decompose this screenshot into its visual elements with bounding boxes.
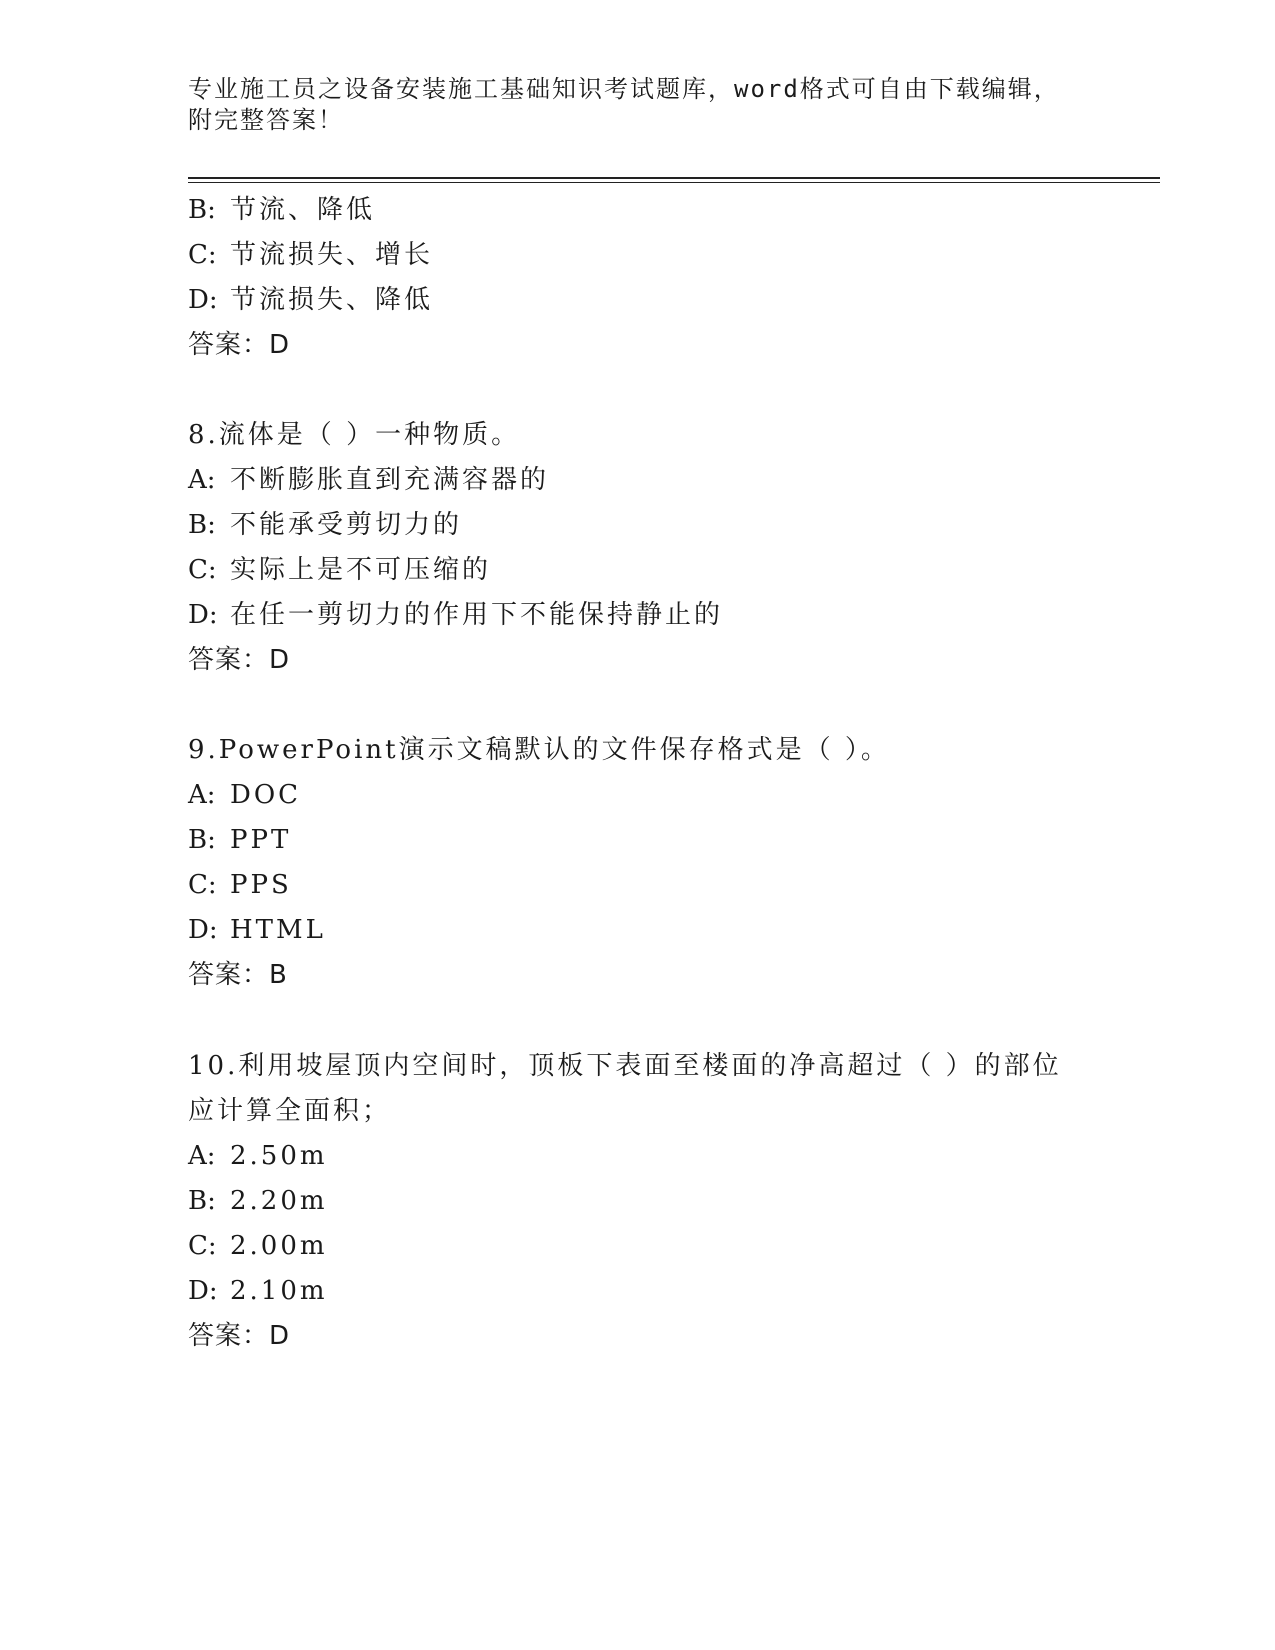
- option-label: A:: [188, 465, 216, 495]
- option-b: [188, 823, 291, 857]
- question-9: 9.PowerPoint演示文稿默认的文件保存格式是（ ）。: [188, 735, 890, 765]
- option-c: [188, 1229, 328, 1263]
- option-text: 2.50m: [230, 1141, 328, 1171]
- option-text: 节流、降低: [230, 195, 376, 225]
- answer-line: 答案：D: [188, 1321, 291, 1351]
- option-label: B:: [188, 195, 216, 225]
- option-a: [188, 1139, 328, 1173]
- option-d: [188, 283, 433, 317]
- option-text: 节流损失、增长: [230, 240, 434, 270]
- option-label: C:: [188, 870, 217, 900]
- document-header: 专业施工员之设备安装施工基础知识考试题库，word格式可自由下载编辑，附完整答案！: [188, 75, 1060, 134]
- answer-line: 答案：D: [188, 330, 291, 360]
- option-text: PPS: [230, 870, 292, 900]
- option-text: 不断膨胀直到充满容器的: [230, 465, 550, 495]
- option-label: C:: [188, 1231, 217, 1261]
- option-c: [188, 868, 292, 902]
- option-a: [188, 463, 549, 497]
- option-label: B:: [188, 1186, 216, 1216]
- option-d: [188, 913, 326, 947]
- option-d: [188, 1274, 328, 1308]
- answer-line: 答案：B: [188, 960, 288, 990]
- option-label: A:: [188, 1141, 216, 1171]
- option-text: 实际上是不可压缩的: [230, 555, 492, 585]
- option-label: C:: [188, 240, 217, 270]
- option-text: 2.20m: [230, 1186, 328, 1216]
- option-d: [188, 598, 723, 632]
- option-b: [188, 193, 375, 227]
- option-b: [188, 1184, 328, 1218]
- option-label: A:: [188, 780, 216, 810]
- option-b: [188, 508, 462, 542]
- option-text: 2.00m: [230, 1231, 328, 1261]
- option-text: DOC: [230, 780, 302, 810]
- option-a: [188, 778, 301, 812]
- option-c: [188, 553, 491, 587]
- option-text: HTML: [230, 915, 326, 945]
- question-10-line-1: 10.利用坡屋顶内空间时，顶板下表面至楼面的净高超过（ ）的部位: [188, 1051, 1062, 1081]
- option-text: 不能承受剪切力的: [230, 510, 463, 540]
- option-c: [188, 238, 433, 272]
- option-label: D:: [188, 915, 218, 945]
- option-text: 2.10m: [230, 1276, 328, 1306]
- option-text: 在任一剪切力的作用下不能保持静止的: [230, 600, 724, 630]
- question-10-line-2: 应计算全面积；: [188, 1096, 392, 1126]
- option-text: 节流损失、降低: [230, 285, 434, 315]
- option-label: B:: [188, 510, 216, 540]
- option-label: D:: [188, 285, 218, 315]
- header-rule-thick: [188, 177, 1160, 179]
- option-label: D:: [188, 600, 218, 630]
- answer-line: 答案：D: [188, 645, 291, 675]
- option-label: D:: [188, 1276, 218, 1306]
- option-label: B:: [188, 825, 216, 855]
- header-rule-thin: [188, 182, 1160, 183]
- option-label: C:: [188, 555, 217, 585]
- question-8: 8.流体是（ ）一种物质。: [188, 420, 521, 450]
- option-text: PPT: [230, 825, 292, 855]
